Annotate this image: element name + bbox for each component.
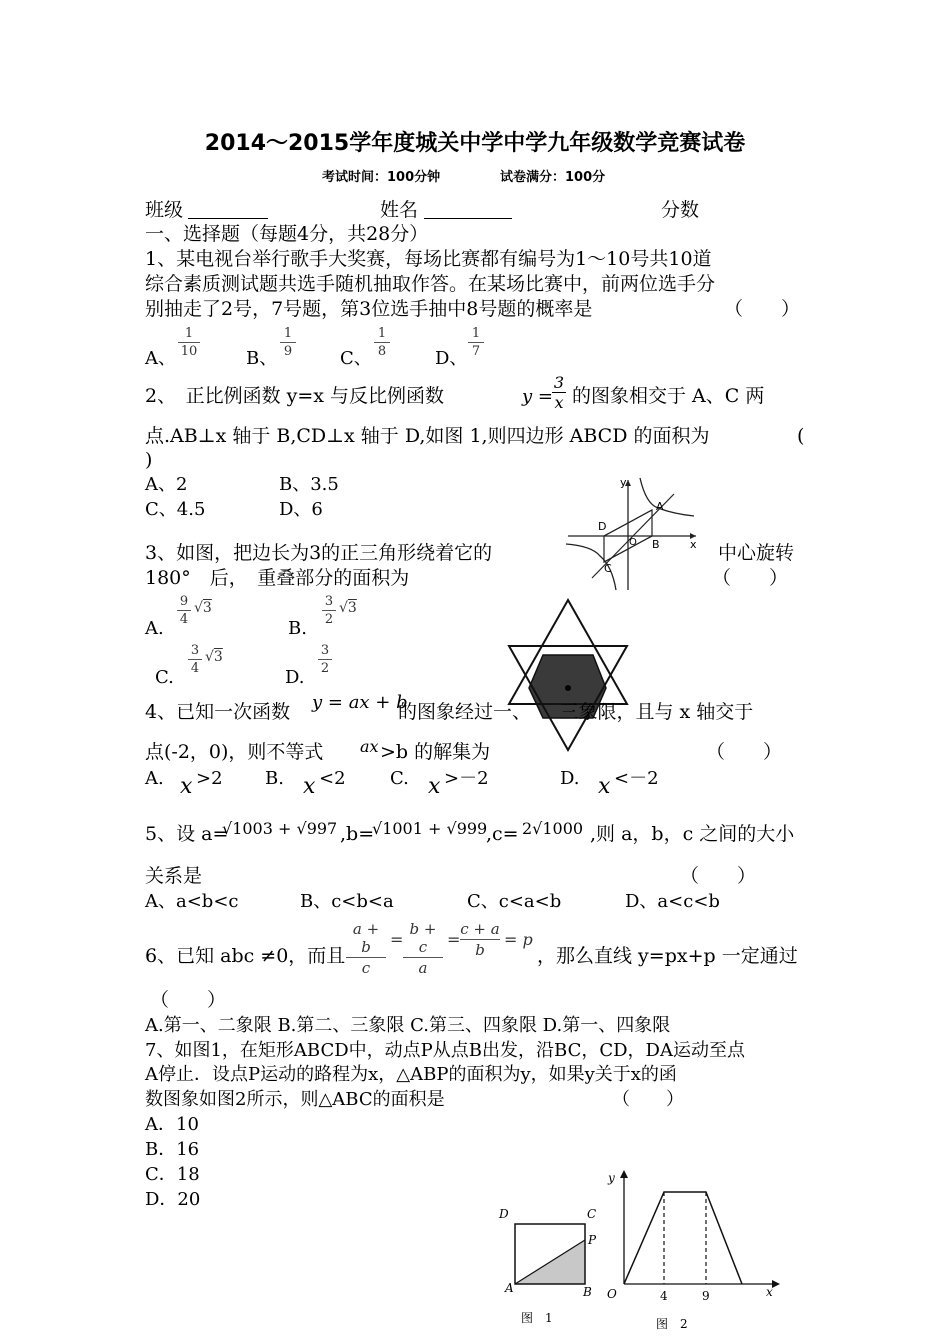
q5-option-c: C、c<a<b <box>467 891 562 912</box>
q7-fig2-tick-4: 4 <box>660 1289 668 1303</box>
q3-option-d-fraction: 3 2 <box>318 643 332 676</box>
q7-fig1-label-c: C <box>587 1207 597 1221</box>
q1-option-b-fraction: 1 9 <box>280 326 296 359</box>
q6-options: A.第一、二象限 B.第二、三象限 C.第三、四象限 D.第一、四象限 <box>145 1015 671 1036</box>
q4-option-c-label: C. <box>390 768 409 789</box>
q2-formula-y: y = <box>522 386 553 407</box>
q2-option-d: D、6 <box>279 499 323 520</box>
q4-option-c-var: x <box>428 774 441 799</box>
q3-line1-start: 3、如图，把边长为3的正三角形绕着它的 <box>145 542 493 564</box>
q6-equals-p: = p <box>504 930 533 949</box>
q1-option-a-fraction: 1 10 <box>178 326 200 359</box>
q3-answer-paren: （ ） <box>712 567 789 589</box>
q1-option-c-fraction: 1 8 <box>374 326 390 359</box>
q7-fig1-label-p: P <box>588 1233 597 1247</box>
q4-option-a-label: A. <box>145 768 164 789</box>
q2-fig-label-b: B <box>652 538 660 551</box>
q3-option-c-radical: √3 <box>205 649 223 665</box>
q4-option-b-var: x <box>303 774 316 799</box>
q4-option-d-var: x <box>598 774 611 799</box>
q3-option-b-fraction: 3 2 <box>322 594 336 627</box>
q5-option-a: A、a<b<c <box>145 891 239 912</box>
q3-option-a-label: A. <box>145 618 164 639</box>
q6-equals-2: = <box>447 930 461 949</box>
q7-fig2-label-o: O <box>607 1287 617 1301</box>
q2-line1-start: 2、 正比例函数 y=x 与反比例函数 <box>145 385 445 407</box>
q7-option-a: A．10 <box>145 1114 199 1135</box>
q7-fig1-label-a: A <box>505 1281 514 1295</box>
q7-answer-paren: （ ） <box>612 1089 684 1110</box>
class-label: 班级 <box>145 199 184 221</box>
q5-option-b: B、c<b<a <box>300 891 394 912</box>
q2-formula-fraction: 3 x <box>553 373 565 412</box>
q5-answer-paren: （ ） <box>680 865 757 887</box>
q4-ax: ax <box>360 737 379 756</box>
q1-option-a-label: A、 <box>145 348 176 369</box>
name-blank[interactable] <box>424 218 512 219</box>
score-label: 分数 <box>661 199 700 221</box>
q2-fig-label-a: A <box>656 500 664 513</box>
q5-prefix: 5、设 a= <box>145 823 229 845</box>
q6-equals-1: = <box>390 930 404 949</box>
q4-formula: y = ax + b <box>312 692 408 713</box>
q4-option-d-label: D. <box>560 768 580 789</box>
q2-paren-close: ) <box>145 449 153 471</box>
q2-paren-open: ( <box>797 425 805 447</box>
q3-option-c-fraction: 3 4 <box>188 643 202 676</box>
q2-line2: 点.AB⊥x 轴于 B,CD⊥x 轴于 D,如图 1,则四边形 ABCD 的面积为 <box>145 425 710 447</box>
q7-option-d: D．20 <box>145 1189 201 1210</box>
q5-b-expression: √1001 + √999 <box>372 819 488 838</box>
q6-prefix: 6、已知 abc ≠0，而且 <box>145 945 346 967</box>
exam-full-score: 试卷满分：100分 <box>500 170 606 185</box>
section-heading: 一、选择题（每题4分，共28分） <box>145 223 429 245</box>
q5-a-expression: √1003 + √997 <box>222 819 338 838</box>
q1-option-c-label: C、 <box>340 348 372 369</box>
q3-figure <box>505 588 631 752</box>
q5-b-label: ,b= <box>340 823 375 845</box>
q1-answer-paren: （ ） <box>724 298 801 320</box>
q1-line2: 综合素质测试题共选手随机抽取作答。在某场比赛中，前两位选手分 <box>145 273 716 295</box>
q7-line2: A停止．设点P运动的路程为x，△ABP的面积为y，如果y关于x的函 <box>145 1064 677 1085</box>
class-blank[interactable] <box>188 218 268 219</box>
q7-figure-1 <box>495 1200 605 1336</box>
q3-option-b-label: B. <box>288 618 307 639</box>
q7-fig1-caption: 图 1 <box>521 1311 553 1325</box>
q3-option-b-radical: √3 <box>339 600 357 616</box>
q7-fig2-label-x: x <box>766 1285 773 1299</box>
q1-option-b-label: B、 <box>246 348 278 369</box>
q2-option-b: B、3.5 <box>279 474 339 495</box>
q2-option-c: C、4.5 <box>145 499 206 520</box>
q3-option-a-fraction: 9 4 <box>177 594 191 627</box>
q3-option-d-label: D. <box>285 667 305 688</box>
q4-option-b-rel: <2 <box>319 768 346 789</box>
q2-figure <box>562 474 702 592</box>
q7-line3: 数图象如图2所示，则△ABC的面积是 <box>145 1089 445 1110</box>
q5-c-label: ,c= <box>486 823 519 845</box>
q5-line2: 关系是 <box>145 865 203 887</box>
q6-answer-paren: （ ） <box>150 989 227 1011</box>
q5-c-expression: 2√1000 <box>522 819 584 838</box>
q3-line1-end: 中心旋转 <box>718 542 795 564</box>
q4-option-b-label: B. <box>265 768 284 789</box>
q6-fraction-3: c + a b <box>460 920 500 959</box>
q7-fig2-caption: 图 2 <box>656 1317 688 1331</box>
q2-fig-label-c: C <box>604 562 612 575</box>
q4-line1-end: 的图象经过一、 三象限，且与 x 轴交于 <box>398 701 754 723</box>
q2-fig-label-y: y <box>620 476 627 489</box>
exam-time: 考试时间：100分钟 <box>322 170 441 185</box>
q5-option-d: D、a<c<b <box>625 891 720 912</box>
q2-line1-end: 的图象相交于 A、C 两 <box>572 385 765 407</box>
q6-suffix: ，那么直线 y=px+p 一定通过 <box>537 945 798 967</box>
q4-option-a-rel: >2 <box>196 768 223 789</box>
q4-line1-start: 4、已知一次函数 <box>145 701 291 723</box>
q4-answer-paren: （ ） <box>706 741 783 763</box>
q4-line2-end: >b 的解集为 <box>380 741 491 763</box>
q2-fig-label-x: x <box>690 538 697 551</box>
q7-fig1-label-b: B <box>583 1285 592 1299</box>
q4-line2-start: 点(-2，0)，则不等式 <box>145 741 324 763</box>
q1-option-d-label: D、 <box>435 348 468 369</box>
q4-option-c-rel: >－2 <box>444 768 489 789</box>
q1-option-d-fraction: 1 7 <box>468 326 484 359</box>
q7-figure-2 <box>600 1162 790 1340</box>
q6-fraction-2: b + c a <box>403 920 443 977</box>
q6-fraction-1: a + b c <box>346 920 386 977</box>
page-title: 2014～2015学年度城关中学中学九年级数学竞赛试卷 <box>204 131 746 156</box>
q3-option-c-label: C. <box>155 667 174 688</box>
q7-fig2-tick-9: 9 <box>702 1289 710 1303</box>
q2-fig-label-d: D <box>598 520 607 533</box>
name-label: 姓名 <box>380 199 419 221</box>
q1-line3: 别抽走了2号，7号题，第3位选手抽中8号题的概率是 <box>145 298 593 320</box>
q2-fig-label-o: O <box>629 537 637 548</box>
q4-option-d-rel: <－2 <box>614 768 659 789</box>
q2-option-a: A、2 <box>145 474 188 495</box>
q4-option-a-var: x <box>180 774 193 799</box>
q5-suffix: ,则 a，b，c 之间的大小 <box>590 823 795 845</box>
q7-option-c: C．18 <box>145 1164 200 1185</box>
q3-option-a-radical: √3 <box>194 600 212 616</box>
q3-line2: 180° 后， 重叠部分的面积为 <box>145 567 410 589</box>
q7-fig1-label-d: D <box>499 1207 509 1221</box>
q7-line1: 7、如图1，在矩形ABCD中，动点P从点B出发，沿BC，CD，DA运动至点 <box>145 1040 745 1061</box>
q7-option-b: B．16 <box>145 1139 200 1160</box>
q1-line1: 1、某电视台举行歌手大奖赛，每场比赛都有编号为1～10号共10道 <box>145 248 712 270</box>
q7-fig2-label-y: y <box>608 1171 615 1185</box>
